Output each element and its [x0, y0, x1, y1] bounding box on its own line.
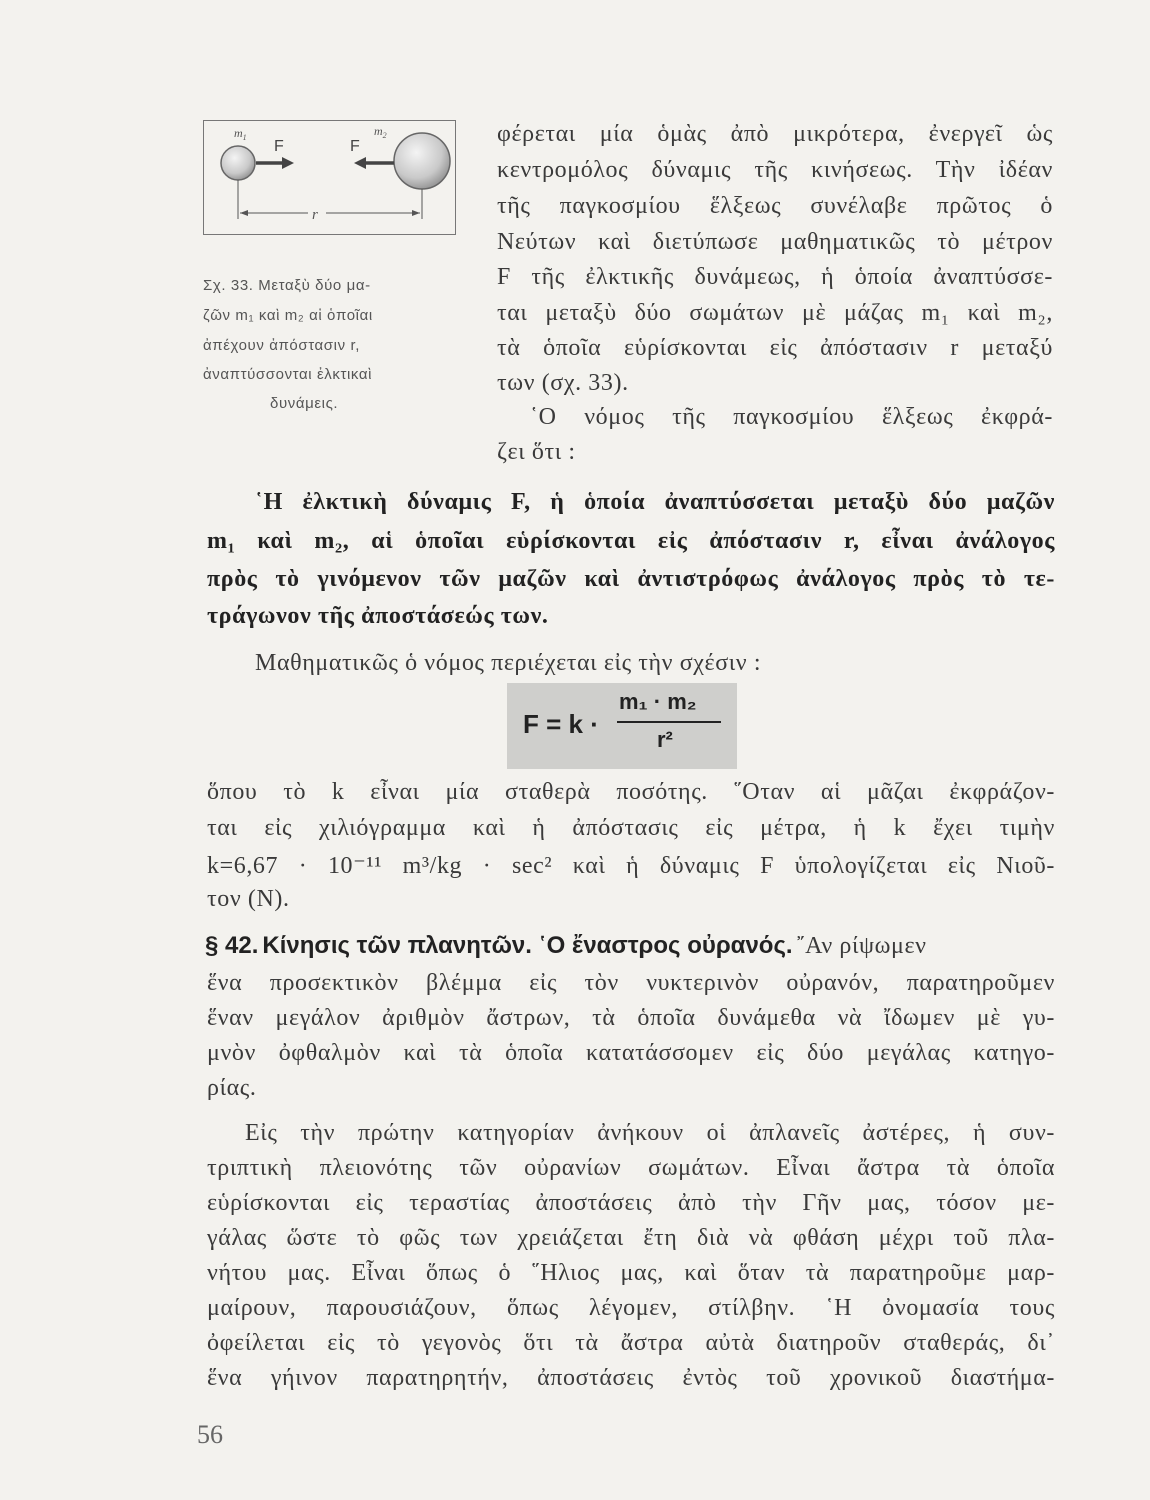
text-line: ἕνα προσεκτικὸν βλέμμα εἰς τὸν νυκτερινὸν οὐρανόν, παρατηροῦμεν — [207, 970, 1055, 996]
formula-numerator: m₁ · m₂ — [619, 689, 697, 714]
text-line: ὀφείλεται εἰς τὸ γεγονὸς ὅτι τὰ ἄστρα αὐτὰ διατηροῦν σταθεράς, δι᾽ — [207, 1330, 1055, 1356]
text-line: ρίας. — [207, 1075, 257, 1101]
law-line: ῾Η ἐλκτικὴ δύναμις F, ἡ ὁποία ἀναπτύσσεται μεταξὺ δύο μαζῶν — [255, 489, 1055, 515]
force-label-1: F — [274, 138, 284, 155]
text-line: φέρεται μία ὁμὰς ἀπὸ μικρότερα, ἐνεργεῖ ὡς — [497, 121, 1053, 147]
text-line: ἕναν μεγάλον ἀριθμὸν ἄστρων, τὰ ὁποῖα δυνάμεθα νὰ ἴδωμεν μὲ γυ- — [207, 1005, 1055, 1031]
text-line: ῾Ο νόμος τῆς παγκοσμίου ἕλξεως ἐκφρά- — [530, 404, 1053, 430]
caption-line: δυνάμεις. — [270, 395, 339, 412]
distance-arrowhead-right — [412, 210, 420, 216]
page-number: 56 — [197, 1420, 223, 1449]
mass-1-label: $m_1$ — [234, 126, 247, 142]
text-line: τῆς παγκοσμίου ἕλξεως συνέλαβε πρῶτος ὁ — [497, 193, 1053, 219]
section-first-words: ῎Αν ρίψωμεν — [796, 933, 927, 959]
formula-denominator: r² — [657, 727, 673, 752]
mass-2-label: $m_2$ — [374, 124, 387, 140]
mass-1-sphere — [221, 146, 255, 180]
caption-line: ἀπέχουν ἀπόστασιν r, — [203, 337, 360, 354]
math-intro: Μαθηματικῶς ὁ νόμος περιέχεται εἰς τὴν σχέσιν : — [255, 650, 762, 676]
formula-lhs: F = k · — [523, 709, 599, 739]
section-title: Κίνησις τῶν πλανητῶν. ῾Ο ἔναστρος οὐρανός. — [262, 932, 793, 959]
two-masses-diagram — [204, 121, 454, 233]
law-line: πρὸς τὸ γινόμενον τῶν μαζῶν καὶ ἀντιστρόφως ἀνάλογος πρὸς τὸ τε- — [207, 566, 1055, 592]
text-line: ται εἰς χιλιόγραμμα καὶ ἡ ἀπόστασις εἰς μέτρα, ἡ k ἔχει τιμὴν — [207, 815, 1055, 841]
section-heading — [205, 932, 927, 960]
mass-2-sphere — [394, 133, 450, 189]
caption-line: Σχ. 33. Μεταξὺ δύο μα- — [203, 277, 371, 294]
text-line: κεντρομόλος δύναμις τῆς κινήσεως. Τὴν ἰδέαν — [497, 157, 1053, 183]
distance-label: r — [312, 207, 318, 223]
force-arrowhead-1 — [282, 157, 294, 169]
formula-box — [507, 683, 737, 769]
caption-line: ἀναπτύσσονται ἐλκτικαὶ — [203, 366, 373, 383]
text-line: των (σχ. 33). — [497, 370, 629, 396]
law-line: τράγωνον τῆς ἀποστάσεώς των. — [207, 603, 549, 629]
force-label-2: F — [350, 138, 360, 155]
text-line: F τῆς ἐλκτικῆς δυνάμεως, ἡ ὁποία ἀναπτύσσε- — [497, 264, 1053, 290]
section-number: § 42. — [205, 932, 259, 959]
force-arrowhead-2 — [354, 157, 366, 169]
text-line: k=6,67 · 10⁻¹¹ m³/kg · sec² καὶ ἡ δύναμις F ὑπολογίζεται εἰς Νιοῦ- — [207, 853, 1055, 879]
text-line: νήτου μας. Εἶναι ὅπως ὁ ῞Ηλιος μας, καὶ ὅταν τὰ παρατηροῦμε μαρ- — [207, 1260, 1055, 1286]
text-line: ἕνα γήινον παρατηρητήν, ἀποστάσεις ἐντὸς τοῦ χρονικοῦ διαστήμα- — [207, 1365, 1055, 1391]
caption-line: ζῶν m₁ καὶ m₂ αἱ ὁποῖαι — [203, 307, 373, 324]
figure-33 — [203, 120, 456, 235]
text-line: τον (N). — [207, 886, 290, 912]
text-line: ζει ὅτι : — [497, 439, 576, 465]
law-line: m₁ καὶ m₂, αἱ ὁποῖαι εὑρίσκονται εἰς ἀπόστασιν r, εἶναι ἀνάλογος — [207, 528, 1055, 554]
text-line: τριπτικὴ πλειονότης τῶν οὐρανίων σωμάτων. Εἶναι ἄστρα τὰ ὁποῖα — [207, 1155, 1055, 1181]
text-line: Νεύτων καὶ διετύπωσε μαθηματικῶς τὸ μέτρον — [497, 229, 1053, 255]
text-line: εὑρίσκονται εἰς τεραστίας ἀποστάσεις ἀπὸ τὴν Γῆν μας, τόσον με- — [207, 1190, 1055, 1216]
distance-arrowhead-left — [240, 210, 248, 216]
text-line: μνὸν ὀφθαλμὸν καὶ τὰ ὁποῖα κατατάσσομεν εἰς δύο μεγάλας κατηγο- — [207, 1040, 1055, 1066]
fraction-bar — [617, 721, 721, 723]
text-line: ται μεταξὺ δύο σωμάτων μὲ μάζας m₁ καὶ m₂, — [497, 300, 1053, 326]
text-line: γάλας ὥστε τὸ φῶς των χρειάζεται ἔτη διὰ νὰ φθάση μέχρι τοῦ πλα- — [207, 1225, 1055, 1251]
text-line: μαίρουν, παρουσιάζουν, ὅπως λέγομεν, στίλβην. ῾Η ὀνομασία τους — [207, 1295, 1055, 1321]
text-line: Εἰς τὴν πρώτην κατηγορίαν ἀνήκουν οἱ ἀπλανεῖς ἀστέρες, ἡ συν- — [245, 1120, 1055, 1146]
text-line: ὅπου τὸ k εἶναι μία σταθερὰ ποσότης. ῞Οταν αἱ μᾶζαι ἐκφράζον- — [207, 779, 1055, 805]
text-line: τὰ ὁποῖα εὑρίσκονται εἰς ἀπόστασιν r μεταξύ — [497, 335, 1053, 361]
